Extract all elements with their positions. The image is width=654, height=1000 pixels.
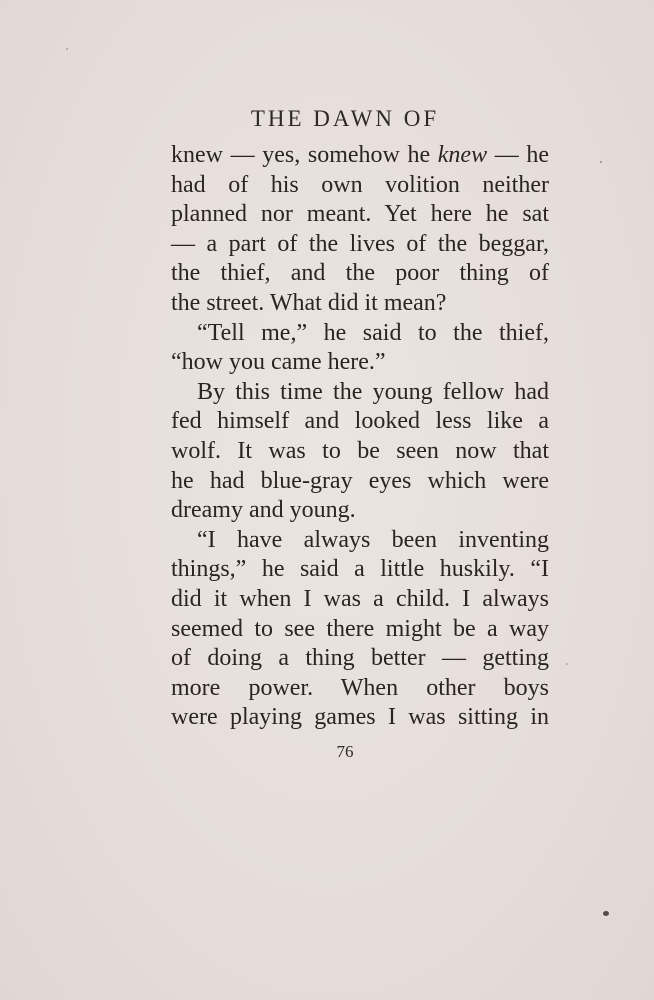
body-text (171, 141, 549, 733)
paper-speck (566, 663, 568, 665)
text-line: had of his own volition neither (171, 171, 549, 198)
text-line: did it when I was a child. I always (171, 585, 549, 612)
text-line: he had blue-gray eyes which were (171, 467, 549, 494)
text-line: By this time the young fellow had (197, 378, 549, 405)
running-head: THE DAWN OF (250, 106, 440, 131)
text-line: the street. What did it mean? (171, 289, 447, 316)
text-line: “I have always been inventing (197, 526, 549, 553)
text-line: things,” he said a little huskily. “I (171, 556, 549, 583)
text-line: fed himself and looked less like a (171, 408, 549, 435)
text-line (171, 141, 549, 171)
text-segment: — he (487, 142, 550, 168)
text-line: — a part of the lives of the beggar, (171, 230, 549, 257)
paper-speck (600, 161, 602, 163)
text-line: of doing a thing better — getting (171, 645, 549, 672)
paper-speck (603, 911, 609, 916)
paper-speck (66, 48, 68, 50)
text-line: wolf. It was to be seen now that (171, 437, 549, 464)
text-line: “how you came here.” (171, 349, 386, 376)
text-line: “Tell me,” he said to the thief, (197, 319, 549, 346)
text-line: the thief, and the poor thing of (171, 260, 549, 287)
page-number: 76 (336, 742, 354, 761)
text-line: more power. When other boys (171, 674, 549, 701)
text-line: dreamy and young. (171, 497, 356, 524)
text-segment: knew — yes, somehow he (171, 142, 438, 168)
text-line: planned nor meant. Yet here he sat (171, 201, 549, 228)
emphasized-word: knew (437, 142, 488, 168)
text-line: seemed to see there might be a way (171, 615, 549, 642)
text-line: were playing games I was sitting in (171, 704, 549, 731)
